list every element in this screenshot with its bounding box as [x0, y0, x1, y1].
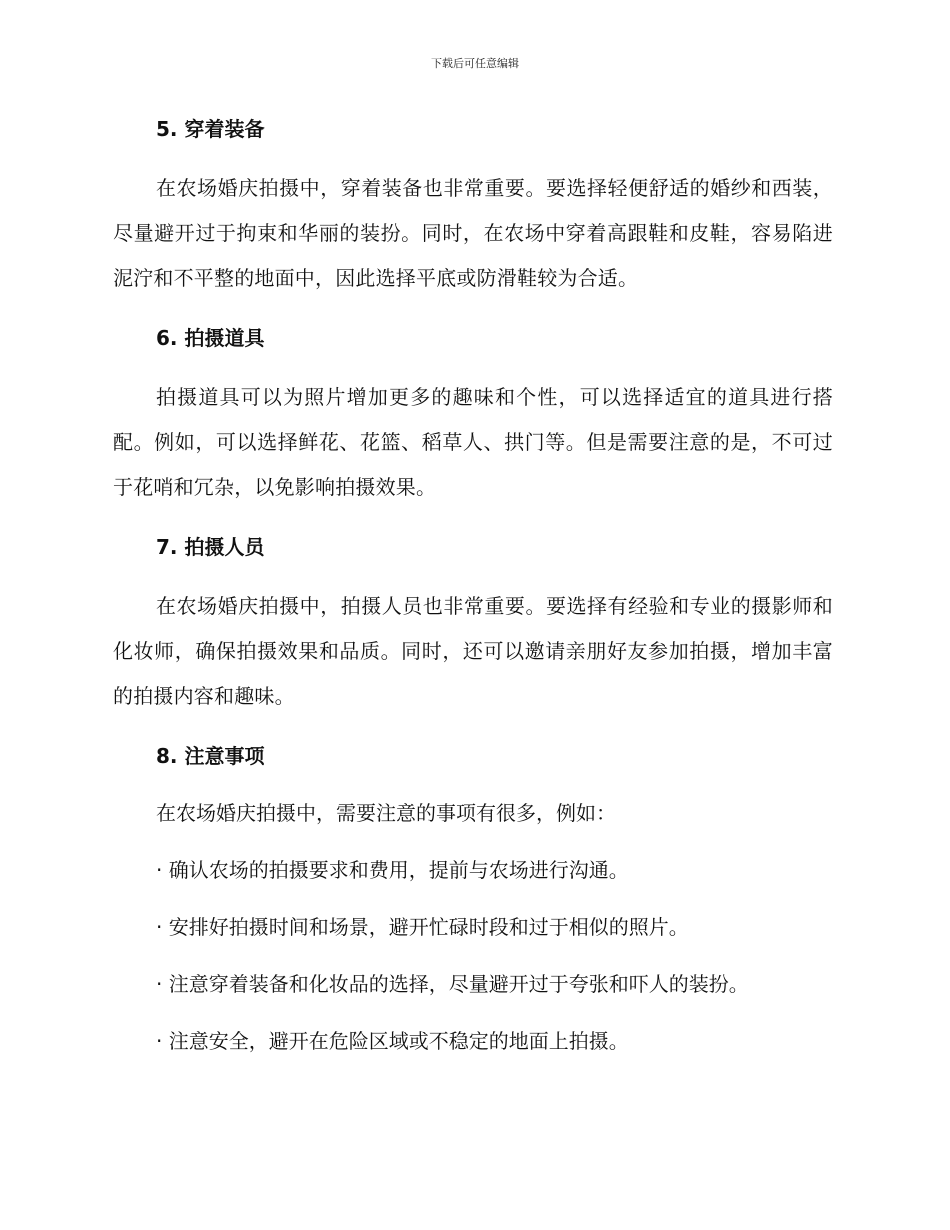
list-item: · 确认农场的拍摄要求和费用，提前与农场进行沟通。: [156, 858, 629, 882]
section-paragraph-6: 拍摄道具可以为照片增加更多的趣味和个性，可以选择适宜的道具进行搭配。例如，可以选择鲜花、花篮、稻草人、拱门等。但是需要注意的是，不可过于花哨和冗杂，以免影响拍摄效果。: [113, 385, 833, 499]
list-item: · 注意安全，避开在危险区域或不稳定的地面上拍摄。: [156, 1029, 629, 1053]
section-paragraph-7: 在农场婚庆拍摄中，拍摄人员也非常重要。要选择有经验和专业的摄影师和化妆师，确保拍摄效果和品质。同时，还可以邀请亲朋好友参加拍摄，增加丰富的拍摄内容和趣味。: [113, 594, 833, 708]
section-heading-5: 5. 穿着装备: [156, 117, 265, 141]
section-paragraph-5: 在农场婚庆拍摄中，穿着装备也非常重要。要选择轻便舒适的婚纱和西装，尽量避开过于拘束和华丽的装扮。同时，在农场中穿着高跟鞋和皮鞋，容易陷进泥泞和不平整的地面中，因此选择平底或防滑鞋较为合适。: [113, 176, 833, 290]
section-heading-8: 8. 注意事项: [156, 744, 265, 768]
section-heading-6: 6. 拍摄道具: [156, 326, 265, 350]
list-item: · 安排好拍摄时间和场景，避开忙碌时段和过于相似的照片。: [156, 915, 689, 939]
list-item: · 注意穿着装备和化妆品的选择，尽量避开过于夸张和吓人的装扮。: [156, 972, 749, 996]
page-header: 下载后可任意编辑: [431, 57, 519, 70]
section-heading-7: 7. 拍摄人员: [156, 535, 265, 559]
section-intro-8: 在农场婚庆拍摄中，需要注意的事项有很多，例如：: [156, 801, 616, 825]
document-body: [113, 112, 833, 1070]
